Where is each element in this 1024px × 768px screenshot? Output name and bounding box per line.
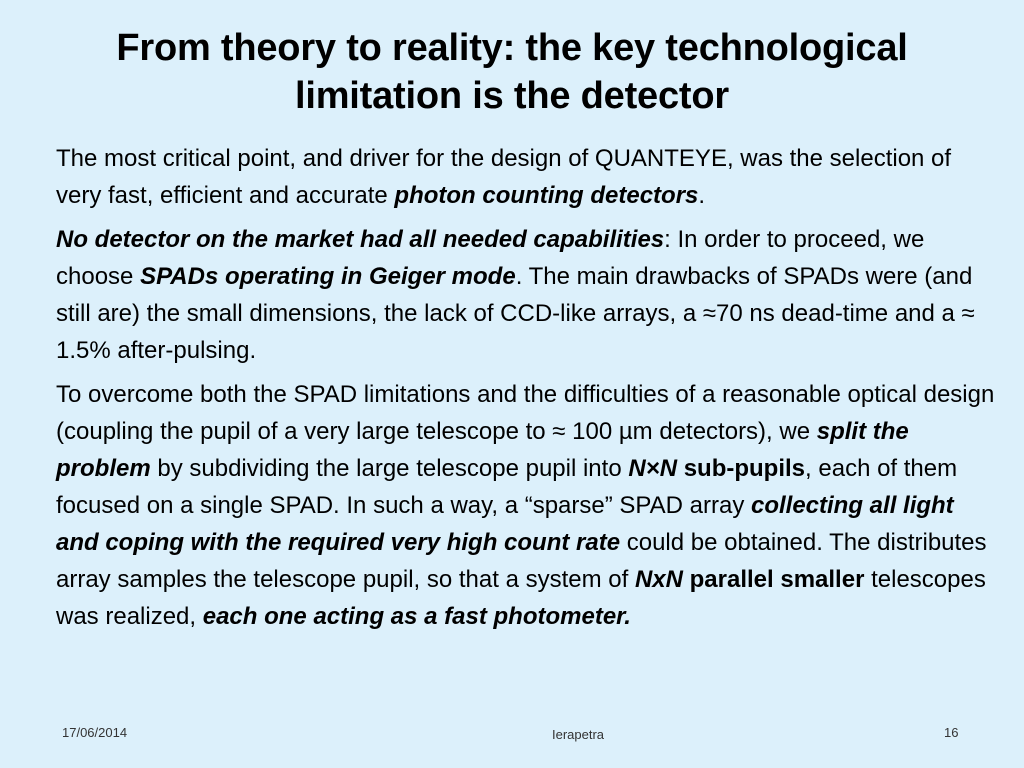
- p1-text-1: The most critical point, and driver for the design of QUANTEYE, was the selection of very fast, efficient and accurate: [56, 145, 952, 209]
- p3-text-4: could be obtained. The distributes array samples the telescope pupil, so that a system of: [56, 529, 987, 593]
- p3-bold-2: parallel smaller: [682, 566, 865, 593]
- p3-text-5: telescopes was realized,: [56, 566, 986, 630]
- p2-emphasis-2: SPADs operating in Geiger mode: [140, 263, 516, 290]
- title-line-2: limitation is the detector: [295, 75, 729, 117]
- p3-text-1: To overcome both the SPAD limitations and the difficulties of a reasonable optical design (coupling the pupil of a very large telescope to ≈ 100 µm detectors), we: [56, 381, 995, 445]
- slide-title: [60, 24, 964, 120]
- p3-emphasis-2: N×N: [628, 455, 678, 482]
- p2-text-2: . The main drawbacks of SPADs were (and still are) the small dimensions, the lack of CCD-like arrays, a ≈70 ns dead-time and a ≈ 1.5% after-pulsing.: [56, 263, 975, 364]
- title-line-1: From theory to reality: the key technological: [116, 27, 908, 69]
- footer-location: Ierapetra: [552, 727, 605, 742]
- slide-number: 16: [944, 725, 959, 740]
- p3-emphasis-5: each one acting as a fast photometer.: [202, 603, 631, 630]
- p3-emphasis-4: NxN: [634, 566, 683, 593]
- slide-body: [56, 140, 1000, 642]
- p3-text-2: by subdividing the large telescope pupil into: [150, 455, 629, 482]
- p3-text-3: , each of them focused on a single SPAD. In such a way, a “sparse” SPAD array: [56, 455, 958, 519]
- paragraph-3: [56, 376, 1000, 635]
- p2-text-1: : In order to proceed, we choose: [56, 226, 925, 290]
- p3-emphasis-1: split the problem: [56, 418, 909, 482]
- paragraph-1: [56, 140, 1000, 214]
- p3-emphasis-3: collecting all light and coping with the required very high count rate: [56, 492, 954, 556]
- p2-emphasis-1: No detector on the market had all needed capabilities: [56, 226, 665, 253]
- footer-date: 17/06/2014: [62, 725, 128, 740]
- p1-emphasis-1: photon counting detectors: [394, 182, 699, 209]
- p1-text-2: .: [698, 182, 706, 209]
- p3-bold-1: sub-pupils: [677, 455, 806, 482]
- paragraph-2: [56, 221, 1000, 369]
